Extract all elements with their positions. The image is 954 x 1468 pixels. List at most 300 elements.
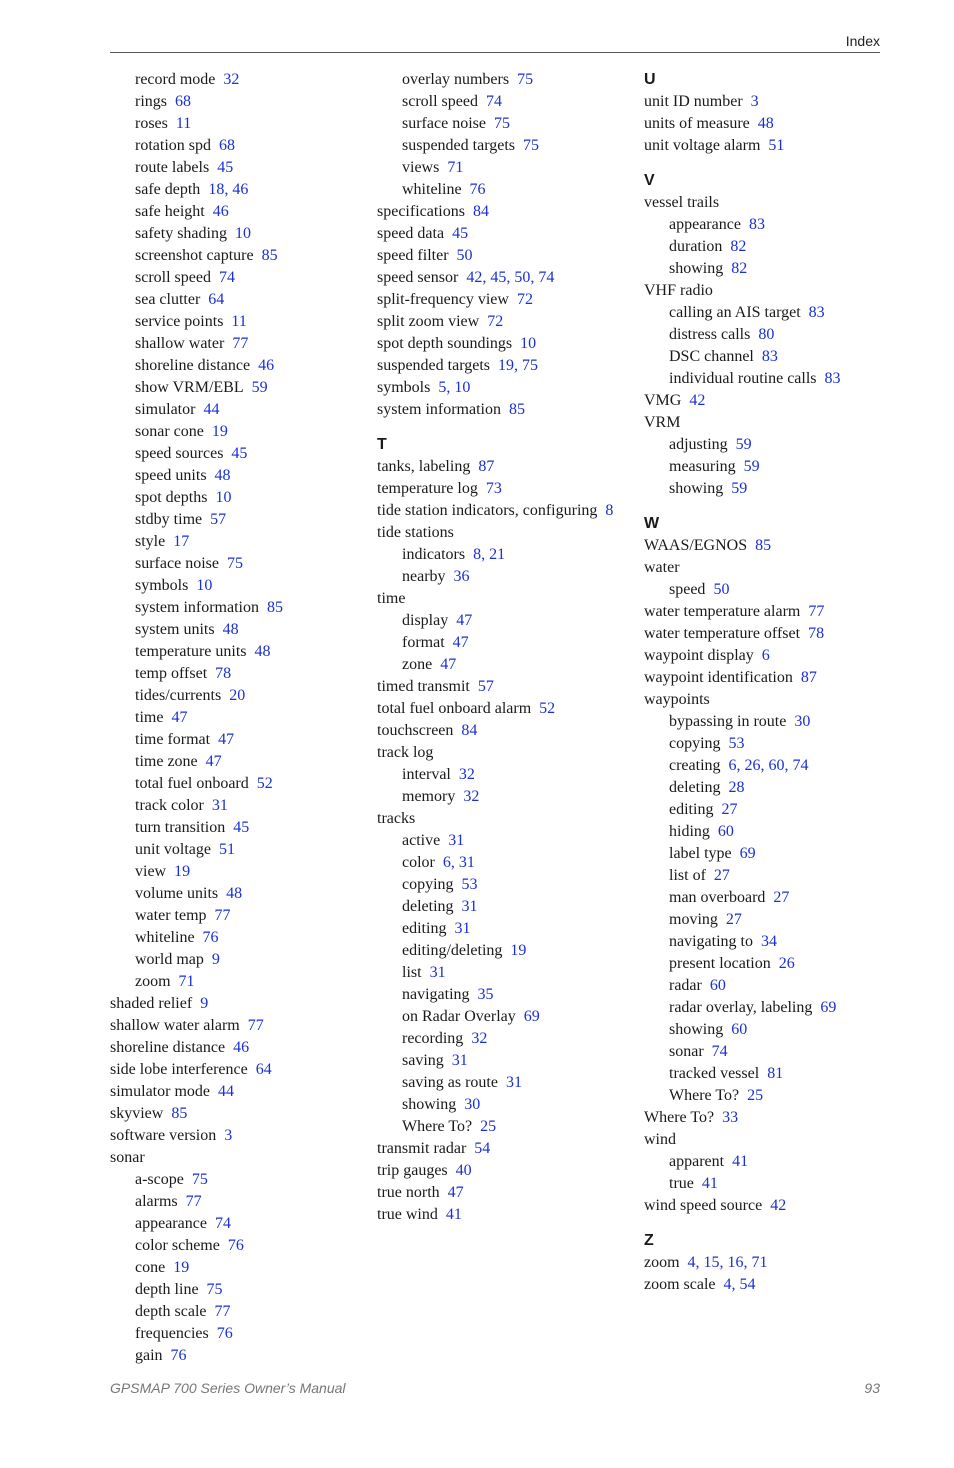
index-term: view: [135, 863, 167, 880]
index-term: split zoom view: [377, 313, 480, 330]
index-term: scroll speed: [402, 93, 478, 110]
page-reference-link[interactable]: 85: [755, 537, 772, 554]
index-subentry: [644, 346, 841, 368]
index-entry: [644, 535, 841, 557]
index-subentry: [110, 531, 283, 553]
index-entry: [377, 676, 613, 698]
index-entry: [377, 377, 613, 399]
index-subentry: [644, 777, 841, 799]
page-reference-link[interactable]: 78: [215, 665, 232, 682]
index-entry: [377, 742, 613, 764]
index-term: speed data: [377, 225, 445, 242]
index-entry: [644, 1195, 841, 1217]
index-term: safe depth: [135, 181, 201, 198]
index-term: screenshot capture: [135, 247, 254, 264]
page-reference-link[interactable]: 42: [770, 1197, 787, 1214]
index-entry: [377, 1160, 613, 1182]
page-reference-link[interactable]: 25: [747, 1087, 764, 1104]
page-reference-link[interactable]: 82: [730, 238, 747, 255]
index-term: true wind: [377, 1206, 438, 1223]
page-reference-link[interactable]: 85: [508, 401, 525, 418]
index-term: units of measure: [644, 115, 750, 132]
page-reference-link[interactable]: 52: [256, 775, 273, 792]
index-term: time format: [135, 731, 211, 748]
page-reference-link[interactable]: 36: [453, 568, 470, 585]
running-header: Index: [845, 33, 880, 49]
index-term: radar overlay, labeling: [669, 999, 813, 1016]
index-subentry: [110, 421, 283, 443]
page-reference-link[interactable]: 41: [445, 1206, 462, 1223]
page-reference-link[interactable]: 60: [709, 977, 726, 994]
index-term: true north: [377, 1184, 440, 1201]
index-term: shoreline distance: [135, 357, 251, 374]
page-reference-link[interactable]: 28: [728, 779, 745, 796]
page-reference-link[interactable]: 11: [175, 115, 192, 132]
index-term: temperature log: [377, 480, 478, 497]
page-reference-link[interactable]: 74: [711, 1043, 728, 1060]
page-reference-link[interactable]: 31: [211, 797, 228, 814]
page-reference-link[interactable]: 34: [760, 933, 777, 950]
page-reference-link[interactable]: 48: [222, 621, 239, 638]
page-reference-link[interactable]: 4, 15, 16, 71: [687, 1254, 768, 1271]
index-term: skyview: [110, 1105, 164, 1122]
page-reference-link[interactable]: 48: [226, 885, 243, 902]
page-reference-link[interactable]: 64: [255, 1061, 272, 1078]
index-entry: [377, 333, 613, 355]
index-term: split-frequency view: [377, 291, 509, 308]
index-term: calling an AIS target: [669, 304, 801, 321]
index-term: apparent: [669, 1153, 725, 1170]
index-subentry: [377, 764, 613, 786]
page-reference-link[interactable]: 76: [227, 1237, 244, 1254]
page-reference-link[interactable]: 19: [173, 1259, 190, 1276]
index-term: specifications: [377, 203, 465, 220]
page-reference-link[interactable]: 52: [539, 700, 556, 717]
page-reference-link[interactable]: 10: [215, 489, 232, 506]
page-reference-link[interactable]: 47: [218, 731, 235, 748]
footer-page-number: 93: [864, 1380, 880, 1396]
index-term: showing: [402, 1096, 457, 1113]
index-entry: [377, 355, 613, 377]
index-term: editing: [669, 801, 714, 818]
page-reference-link[interactable]: 45: [231, 445, 248, 462]
page-reference-link[interactable]: 10: [520, 335, 537, 352]
page-reference-link[interactable]: 30: [794, 713, 811, 730]
page-reference-link[interactable]: 8: [605, 502, 614, 519]
index-entry: [110, 1125, 283, 1147]
page-reference-link[interactable]: 82: [731, 260, 748, 277]
page-reference-link[interactable]: 31: [454, 920, 471, 937]
page-reference-link[interactable]: 19: [510, 942, 527, 959]
index-term: simulator mode: [110, 1083, 210, 1100]
index-term: tide station indicators, configuring: [377, 502, 598, 519]
index-subentry: [644, 865, 841, 887]
index-term: duration: [669, 238, 723, 255]
index-term: DSC channel: [669, 348, 754, 365]
page-reference-link[interactable]: 80: [758, 326, 775, 343]
index-subentry: [644, 1041, 841, 1063]
page-reference-link[interactable]: 8, 21: [473, 546, 506, 563]
page-reference-link[interactable]: 47: [452, 634, 469, 651]
index-entry: [644, 1107, 841, 1129]
page-reference-link[interactable]: 41: [701, 1175, 718, 1192]
index-subentry: [644, 214, 841, 236]
index-term: speed sources: [135, 445, 224, 462]
index-term: system information: [377, 401, 501, 418]
index-term: show VRM/EBL: [135, 379, 244, 396]
page-reference-link[interactable]: 77: [214, 1303, 231, 1320]
index-term: VRM: [644, 414, 681, 431]
index-subentry: [110, 817, 283, 839]
page-reference-link[interactable]: 57: [477, 678, 494, 695]
page-reference-link[interactable]: 69: [820, 999, 837, 1016]
index-entry: [377, 223, 613, 245]
page-reference-link[interactable]: 19: [174, 863, 191, 880]
page-reference-link[interactable]: 76: [170, 1347, 187, 1364]
page-reference-link[interactable]: 17: [173, 533, 190, 550]
index-subentry: [110, 1257, 283, 1279]
page-reference-link[interactable]: 69: [523, 1008, 540, 1025]
page-reference-link[interactable]: 25: [480, 1118, 497, 1135]
page-reference-link[interactable]: 47: [447, 1184, 464, 1201]
index-subentry: [110, 707, 283, 729]
page-reference-link[interactable]: 20: [229, 687, 246, 704]
index-subentry: [110, 663, 283, 685]
page-reference-link[interactable]: 75: [206, 1281, 223, 1298]
page-reference-link[interactable]: 47: [205, 753, 222, 770]
page-reference-link[interactable]: 3: [224, 1127, 233, 1144]
page-reference-link[interactable]: 77: [232, 335, 249, 352]
page-reference-link[interactable]: 27: [773, 889, 790, 906]
index-term: navigating: [402, 986, 470, 1003]
page-reference-link[interactable]: 10: [234, 225, 251, 242]
page-reference-link[interactable]: 68: [219, 137, 235, 154]
page-reference-link[interactable]: 26: [778, 955, 795, 972]
page-reference-link[interactable]: 47: [440, 656, 457, 673]
index-term: shallow water alarm: [110, 1017, 240, 1034]
page-reference-link[interactable]: 6, 26, 60, 74: [728, 757, 809, 774]
page-reference-link[interactable]: 27: [721, 801, 738, 818]
page-reference-link[interactable]: 75: [523, 137, 540, 154]
index-term: hiding: [669, 823, 710, 840]
page-reference-link[interactable]: 31: [461, 898, 478, 915]
index-term: side lobe interference: [110, 1061, 248, 1078]
page-reference-link[interactable]: 72: [487, 313, 504, 330]
index-term: list: [402, 964, 422, 981]
page-reference-link[interactable]: 9: [200, 995, 209, 1012]
index-term: distress calls: [669, 326, 751, 343]
index-subentry: [377, 852, 613, 874]
index-entry: [110, 1037, 283, 1059]
index-term: tides/currents: [135, 687, 222, 704]
index-term: nearby: [402, 568, 446, 585]
page-reference-link[interactable]: 46: [233, 1039, 250, 1056]
page-reference-link[interactable]: 3: [750, 93, 759, 110]
page-reference-link[interactable]: 45: [233, 819, 250, 836]
page-reference-link[interactable]: 71: [447, 159, 464, 176]
page-reference-link[interactable]: 19: [211, 423, 228, 440]
page-reference-link[interactable]: 81: [767, 1065, 784, 1082]
index-entry: [377, 478, 613, 500]
page-reference-link[interactable]: 40: [455, 1162, 472, 1179]
index-subentry: [644, 302, 841, 324]
index-entry: [110, 1103, 283, 1125]
index-term: color scheme: [135, 1237, 220, 1254]
index-entry: [377, 311, 613, 333]
page-reference-link[interactable]: 47: [171, 709, 188, 726]
index-entry: [644, 113, 841, 135]
page-reference-link[interactable]: 60: [731, 1021, 748, 1038]
page-reference-link[interactable]: 59: [735, 436, 752, 453]
index-subentry: [110, 839, 283, 861]
page-reference-link[interactable]: 84: [461, 722, 478, 739]
index-term: zoom scale: [644, 1276, 716, 1293]
index-subentry: [644, 478, 841, 500]
page-reference-link[interactable]: 75: [493, 115, 510, 132]
index-column-1: [110, 69, 283, 1367]
page-reference-link[interactable]: 31: [429, 964, 446, 981]
index-entry: [644, 412, 841, 434]
index-subentry: [644, 1151, 841, 1173]
page-reference-link[interactable]: 73: [485, 480, 502, 497]
page-reference-link[interactable]: 35: [477, 986, 494, 1003]
index-subentry: [644, 733, 841, 755]
page-reference-link[interactable]: 77: [808, 603, 825, 620]
page-reference-link[interactable]: 19, 75: [498, 357, 539, 374]
page-reference-link[interactable]: 75: [517, 71, 534, 88]
index-subentry: [110, 91, 283, 113]
page-reference-link[interactable]: 50: [456, 247, 473, 264]
index-term: simulator: [135, 401, 196, 418]
page-reference-link[interactable]: 31: [448, 832, 465, 849]
page-reference-link[interactable]: 76: [202, 929, 219, 946]
index-term: memory: [402, 788, 456, 805]
page-reference-link[interactable]: 41: [732, 1153, 749, 1170]
footer-manual-title: GPSMAP 700 Series Owner’s Manual: [110, 1380, 346, 1396]
index-term: individual routine calls: [669, 370, 817, 387]
index-term: whiteline: [402, 181, 462, 198]
page-reference-link[interactable]: 74: [218, 269, 235, 286]
index-subentry: [644, 579, 841, 601]
page-reference-link[interactable]: 42: [689, 392, 706, 409]
page-reference-link[interactable]: 60: [717, 823, 734, 840]
index-term: safe height: [135, 203, 205, 220]
page-reference-link[interactable]: 76: [469, 181, 486, 198]
page-reference-link[interactable]: 33: [722, 1109, 739, 1126]
index-subentry: [110, 333, 283, 355]
index-term: depth line: [135, 1281, 199, 1298]
page-reference-link[interactable]: 48: [214, 467, 231, 484]
page-reference-link[interactable]: 10: [196, 577, 213, 594]
index-term: track log: [377, 744, 434, 761]
index-term: creating: [669, 757, 721, 774]
page-reference-link[interactable]: 51: [768, 137, 785, 154]
index-subentry: [377, 896, 613, 918]
index-term: symbols: [377, 379, 431, 396]
index-term: shoreline distance: [110, 1039, 226, 1056]
index-subentry: [110, 773, 283, 795]
page-reference-link[interactable]: 83: [808, 304, 825, 321]
index-term: speed sensor: [377, 269, 459, 286]
index-term: time: [135, 709, 164, 726]
page-reference-link[interactable]: 71: [178, 973, 195, 990]
page-reference-link[interactable]: 45: [452, 225, 469, 242]
index-subentry: [110, 377, 283, 399]
index-subentry: [110, 245, 283, 267]
page-reference-link[interactable]: 72: [516, 291, 533, 308]
index-subentry: [110, 157, 283, 179]
index-term: present location: [669, 955, 771, 972]
page-reference-link[interactable]: 46: [258, 357, 275, 374]
index-term: recording: [402, 1030, 464, 1047]
index-subentry: [644, 711, 841, 733]
page-reference-link[interactable]: 18, 46: [208, 181, 249, 198]
page-reference-link[interactable]: 75: [191, 1171, 208, 1188]
page-reference-link[interactable]: 32: [223, 71, 240, 88]
page-reference-link[interactable]: 87: [800, 669, 817, 686]
page-reference-link[interactable]: 32: [458, 766, 475, 783]
page-reference-link[interactable]: 76: [216, 1325, 233, 1342]
index-subentry: [644, 434, 841, 456]
index-subentry: [644, 324, 841, 346]
index-subentry: [110, 399, 283, 421]
index-entry: [377, 456, 613, 478]
index-subentry: [110, 553, 283, 575]
index-entry: [110, 993, 283, 1015]
index-term: software version: [110, 1127, 217, 1144]
index-subentry: [377, 179, 613, 201]
page-reference-link[interactable]: 87: [478, 458, 495, 475]
page-reference-link[interactable]: 53: [728, 735, 745, 752]
index-term: alarms: [135, 1193, 178, 1210]
index-letter-heading: T: [377, 436, 387, 453]
page-reference-link[interactable]: 48: [757, 115, 774, 132]
index-subentry: [110, 1235, 283, 1257]
index-term: wind speed source: [644, 1197, 763, 1214]
index-term: style: [135, 533, 166, 550]
page-reference-link[interactable]: 59: [731, 480, 748, 497]
index-term: transmit radar: [377, 1140, 467, 1157]
page-reference-link[interactable]: 54: [474, 1140, 491, 1157]
index-subentry: [110, 1213, 283, 1235]
page-reference-link[interactable]: 77: [214, 907, 231, 924]
page-reference-link[interactable]: 53: [461, 876, 478, 893]
index-term: wind: [644, 1131, 676, 1148]
page-reference-link[interactable]: 5, 10: [438, 379, 471, 396]
page-reference-link[interactable]: 42, 45, 50, 74: [466, 269, 555, 286]
index-subentry: [110, 179, 283, 201]
page-reference-link[interactable]: 68: [175, 93, 191, 110]
page-reference-link[interactable]: 44: [217, 1083, 234, 1100]
page-reference-link[interactable]: 32: [471, 1030, 488, 1047]
page-reference-link[interactable]: 77: [185, 1193, 202, 1210]
index-term: copying: [402, 876, 454, 893]
index-term: saving: [402, 1052, 444, 1069]
page-reference-link[interactable]: 6, 31: [442, 854, 475, 871]
page-reference-link[interactable]: 51: [218, 841, 235, 858]
page-reference-link[interactable]: 48: [254, 643, 271, 660]
page-reference-link[interactable]: 31: [505, 1074, 522, 1091]
page-reference-link[interactable]: 45: [217, 159, 234, 176]
index-term: roses: [135, 115, 168, 132]
page-reference-link[interactable]: 57: [210, 511, 227, 528]
index-entry: [377, 588, 613, 610]
index-subentry: [110, 223, 283, 245]
index-term: suspended targets: [402, 137, 516, 154]
page-reference-link[interactable]: 74: [214, 1215, 231, 1232]
page-reference-link[interactable]: 85: [266, 599, 283, 616]
page-reference-link[interactable]: 59: [251, 379, 268, 396]
index-term: bypassing in route: [669, 713, 787, 730]
index-subentry: [110, 1191, 283, 1213]
page-reference-link[interactable]: 59: [743, 458, 760, 475]
page-reference-link[interactable]: 77: [247, 1017, 264, 1034]
page-reference-link[interactable]: 84: [472, 203, 489, 220]
page-reference-link[interactable]: 83: [761, 348, 778, 365]
index-subentry: [377, 940, 613, 962]
page-reference-link[interactable]: 31: [451, 1052, 468, 1069]
page-reference-link[interactable]: 78: [808, 625, 825, 642]
index-subentry: [377, 566, 613, 588]
page-reference-link[interactable]: 9: [211, 951, 220, 968]
page-reference-link[interactable]: 27: [713, 867, 730, 884]
index-term: service points: [135, 313, 224, 330]
page-reference-link[interactable]: 85: [261, 247, 278, 264]
index-subentry: [644, 843, 841, 865]
page-reference-link[interactable]: 69: [739, 845, 756, 862]
page-reference-link[interactable]: 47: [456, 612, 473, 629]
index-term: format: [402, 634, 445, 651]
index-entry: [377, 698, 613, 720]
index-term: copying: [669, 735, 721, 752]
index-subentry: [377, 1028, 613, 1050]
index-term: on Radar Overlay: [402, 1008, 516, 1025]
index-term: sea clutter: [135, 291, 201, 308]
page-reference-link[interactable]: 83: [748, 216, 765, 233]
index-term: unit voltage: [135, 841, 211, 858]
index-term: label type: [669, 845, 732, 862]
page-reference-link[interactable]: 85: [171, 1105, 188, 1122]
index-entry: [644, 667, 841, 689]
page-reference-link[interactable]: 44: [203, 401, 220, 418]
index-entry: [644, 1274, 841, 1296]
index-term: surface noise: [135, 555, 219, 572]
index-entry: [644, 390, 841, 412]
index-entry: [644, 1129, 841, 1151]
index-entry: [377, 245, 613, 267]
page-reference-link[interactable]: 27: [725, 911, 742, 928]
index-entry: [377, 1182, 613, 1204]
page-reference-link[interactable]: 11: [231, 313, 247, 330]
page-reference-link[interactable]: 50: [713, 581, 730, 598]
page-reference-link[interactable]: 6: [761, 647, 770, 664]
page-reference-link[interactable]: 83: [824, 370, 841, 387]
index-subentry: [110, 1169, 283, 1191]
index-term: list of: [669, 867, 706, 884]
page-reference-link[interactable]: 4, 54: [723, 1276, 756, 1293]
page-reference-link[interactable]: 74: [485, 93, 502, 110]
page-reference-link[interactable]: 32: [463, 788, 480, 805]
index-term: color: [402, 854, 435, 871]
page-reference-link[interactable]: 64: [208, 291, 225, 308]
page-reference-link[interactable]: 75: [226, 555, 243, 572]
index-entry: [377, 720, 613, 742]
page-reference-link[interactable]: 30: [464, 1096, 481, 1113]
index-entry: [110, 1147, 283, 1169]
page-reference-link[interactable]: 46: [212, 203, 229, 220]
index-entry: [377, 267, 613, 289]
index-subentry: [110, 1301, 283, 1323]
